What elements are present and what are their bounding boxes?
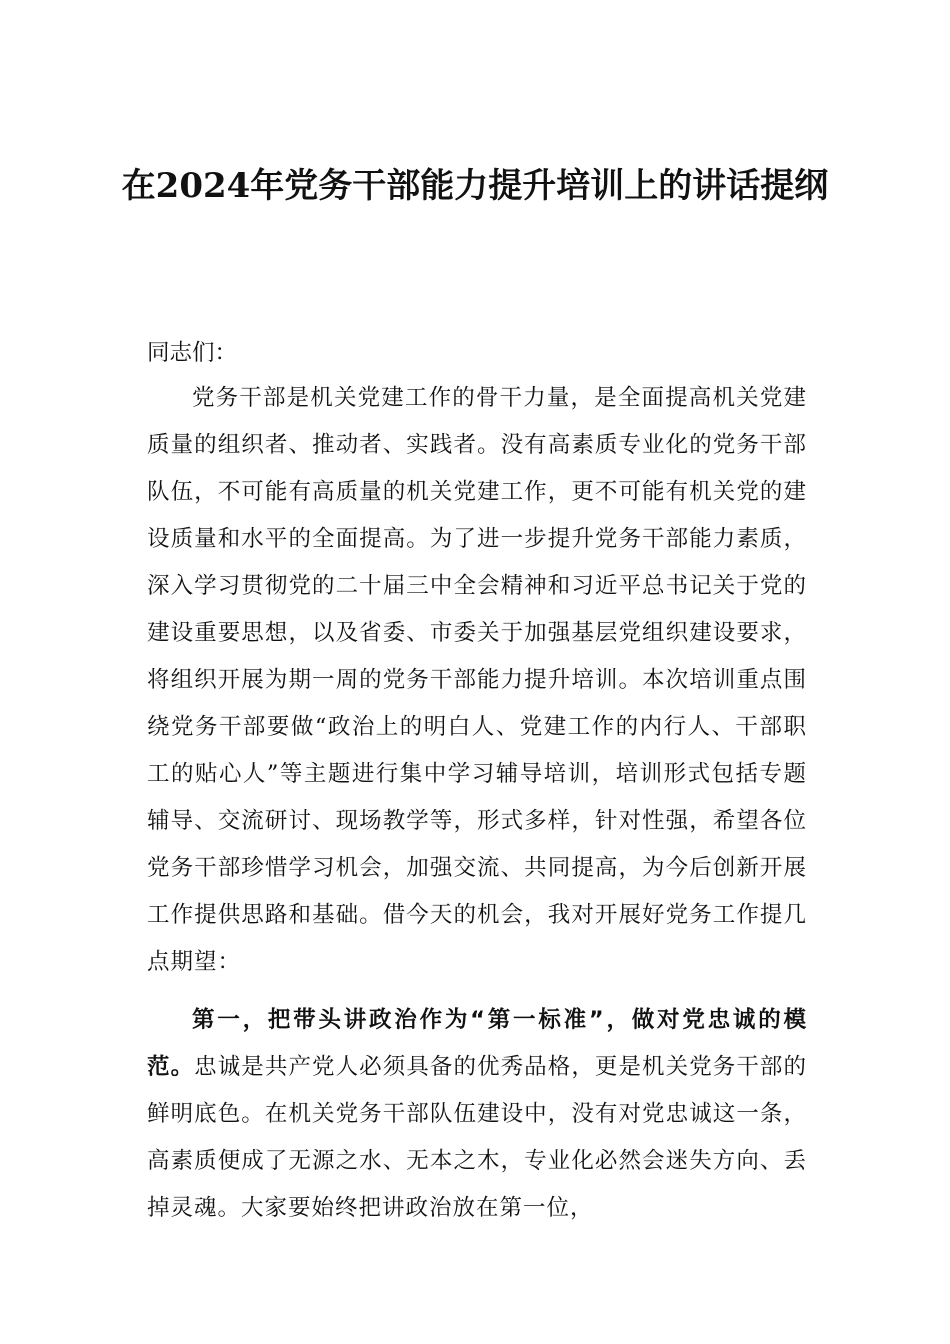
paragraph-body: 忠诚是共产党人必须具备的优秀品格，更是机关党务干部的鲜明底色。在机关党务干部队伍建设中，没有对党忠诚这一条，高素质便成了无源之水、无本之木，专业化必然会迷失方向、丢掉灵魂。大家要始终把讲政治放在第一位，	[147, 1054, 807, 1221]
salutation: 同志们：	[147, 340, 238, 366]
document-title: 在2024年党务干部能力提升培训上的讲话提纲	[121, 166, 829, 206]
paragraph-intro: 党务干部是机关党建工作的骨干力量，是全面提高机关党建质量的组织者、推动者、实践者。没有高素质专业化的党务干部队伍，不可能有高质量的机关党建工作，更不可能有机关党的建设质量和水平的全面提高。为了进一步提升党务干部能力素质，深入学习贯彻党的二十届三中全会精神和习近平总书记关于党的建设重要思想，以及省委、市委关于加强基层党组织建设要求，将组织开展为期一周的党务干部能力提升培训。本次培训重点围绕党务干部要做“政治上的明白人、党建工作的内行人、干部职工的贴心人”等主题进行集中学习辅导培训，培训形式包括专题辅导、交流研讨、现场教学等，形式多样，针对性强，希望各位党务干部珍惜学习机会，加强交流、共同提高，为今后创新开展工作提供思路和基础。借今天的机会，我对开展好党务工作提几点期望：	[147, 385, 807, 975]
paragraph-first-point	[147, 997, 807, 1232]
paragraph-lead-heading: 第一，把带头讲政治作为“第一标准”，做对党忠诚的模范。	[147, 1007, 807, 1080]
